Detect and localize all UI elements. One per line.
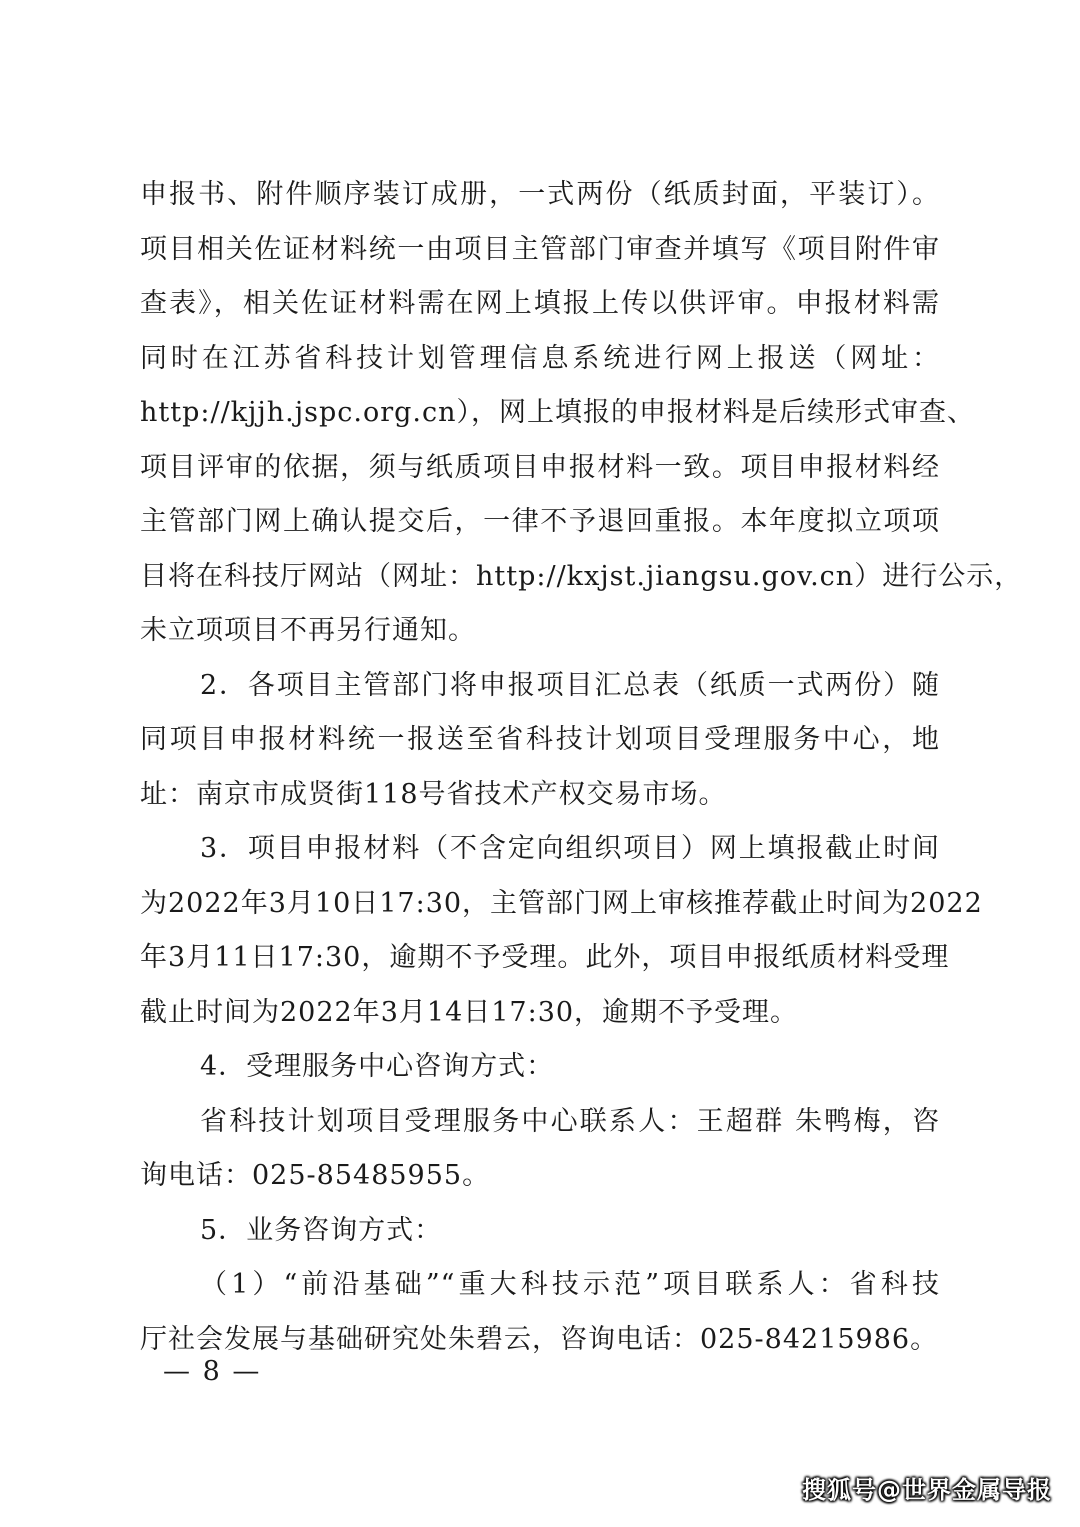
text-line: 项目评审的依据，须与纸质项目申报材料一致。项目申报材料经 — [140, 451, 940, 483]
source-watermark: 搜狐号@世界金属导报 — [802, 1476, 1052, 1504]
text-line: 询电话：025-85485955。 — [140, 1160, 491, 1191]
document-body — [140, 168, 1023, 1367]
text-line: 项目相关佐证材料统一由项目主管部门审查并填写《项目附件审 — [140, 233, 940, 265]
text-line: （1）“前沿基础”“重大科技示范”项目联系人：省科技 — [200, 1269, 940, 1300]
text-line: 2．各项目主管部门将申报项目汇总表（纸质一式两份）随 — [200, 669, 940, 701]
text-line: 截止时间为2022年3月14日17:30，逾期不予受理。 — [140, 996, 799, 1028]
text-line: 4．受理服务中心咨询方式： — [200, 1051, 555, 1082]
text-line: 年3月11日17:30，逾期不予受理。此外，项目申报纸质材料受理 — [140, 942, 950, 973]
text-line: 3．项目申报材料（不含定向组织项目）网上填报截止时间 — [200, 833, 940, 864]
text-line: 厅社会发展与基础研究处朱碧云，咨询电话：025-84215986。 — [140, 1323, 939, 1355]
text-line: 查表》，相关佐证材料需在网上填报上传以供评审。申报材料需 — [140, 288, 940, 319]
text-line: 5．业务咨询方式： — [200, 1214, 443, 1246]
text-line: 未立项项目不再另行通知。 — [140, 615, 476, 646]
text-line: 主管部门网上确认提交后，一律不予退回重报。本年度拟立项项 — [140, 506, 940, 537]
text-line: 申报书、附件顺序装订成册，一式两份（纸质封面，平装订）。 — [140, 179, 940, 210]
text-line: 为2022年3月10日17:30，主管部门网上审核推荐截止时间为2022 — [140, 887, 983, 919]
text-line: 址：南京市成贤街118号省技术产权交易市场。 — [140, 778, 727, 810]
text-line: 同项目申报材料统一报送至省科技计划项目受理服务中心，地 — [140, 724, 940, 755]
text-line: 同时在江苏省科技计划管理信息系统进行网上报送（网址： — [140, 342, 940, 374]
text-line: 目将在科技厅网站（网址：http://kxjst.jiangsu.gov.cn）进行公示， — [140, 560, 1023, 592]
text-line: http://kjjh.jspc.org.cn），网上填报的申报材料是后续形式审查、 — [140, 397, 975, 428]
text-line: 省科技计划项目受理服务中心联系人：王超群 朱鸭梅，咨 — [200, 1105, 940, 1137]
page-number: — 8 — — [163, 1356, 262, 1387]
